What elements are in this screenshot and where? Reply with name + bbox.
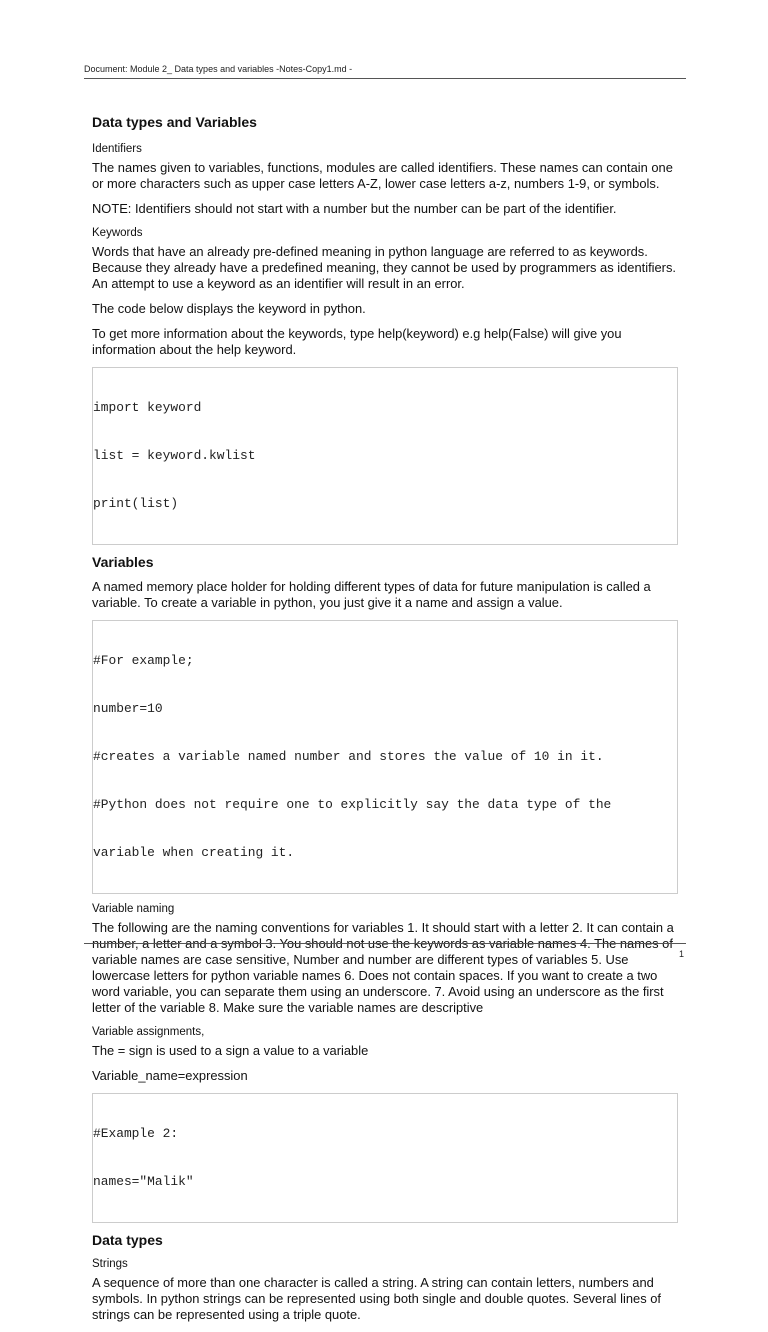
strings-heading: Strings	[92, 1258, 128, 1270]
variable-naming-heading: Variable naming	[92, 903, 175, 915]
footer-divider	[84, 943, 686, 944]
header-divider	[84, 78, 686, 79]
page-number: 1	[678, 949, 684, 959]
code-line: #Python does not require one to explicitly say the data type of the	[93, 797, 612, 812]
variable-assignments-syntax: Variable_name=expression	[92, 1068, 248, 1083]
keywords-heading: Keywords	[92, 227, 143, 239]
keywords-code-block	[92, 367, 678, 545]
code-line: variable when creating it.	[93, 845, 295, 860]
code-line: #creates a variable named number and stores the value of 10 in it.	[93, 749, 604, 764]
variables-code-block	[92, 620, 678, 894]
code-line: #Example 2:	[93, 1126, 179, 1141]
code-line: print(list)	[93, 496, 179, 511]
data-types-heading: Data types	[92, 1232, 163, 1248]
identifiers-paragraph: The names given to variables, functions, modules are called identifiers. These names can contain one or more characters such as upper case letters A-Z, lower case letters a-z, numbers 1-9, or symbols.	[92, 160, 673, 191]
code-line: number=10	[93, 701, 163, 716]
keywords-code-intro: The code below displays the keyword in python.	[92, 301, 366, 316]
document-header: Document: Module 2_ Data types and variables -Notes-Copy1.md -	[84, 64, 353, 74]
code-line: import keyword	[93, 400, 202, 415]
identifiers-heading: Identifiers	[92, 143, 142, 155]
variables-heading: Variables	[92, 554, 154, 570]
keywords-paragraph: Words that have an already pre-defined meaning in python language are referred to as keywords. Because they already have a predefined meaning, they cannot be used by programmers as identifiers. An attempt to use a keyword as an identifier will result in an error.	[92, 244, 677, 291]
variable-naming-paragraph: The following are the naming conventions for variables 1. It should start with a letter 2. It can contain a number, a letter and a symbol 3. You should not use the keywords as variable names 4. The names of variable names are case sensitive, Number and number are different types of variables 5. Use lowercase letters for python variable names 6. Does not contain spaces. If you want to create a two word variable, you can separate them using an underscore. 7. Avoid using an underscore as the first letter of the variable 8. Make sure the variable names are descriptive	[92, 920, 674, 1015]
document-body	[92, 113, 678, 1332]
variable-assignments-paragraph: The = sign is used to a sign a value to a variable	[92, 1043, 369, 1058]
variable-assignments-heading: Variable assignments,	[92, 1026, 205, 1038]
page-title: Data types and Variables	[92, 114, 257, 130]
variables-paragraph: A named memory place holder for holding different types of data for future manipulation is called a variable. To create a variable in python, you just give it a name and assign a value.	[92, 579, 651, 610]
code-line: list = keyword.kwlist	[93, 448, 256, 463]
strings-paragraph: A sequence of more than one character is called a string. A string can contain letters, numbers and symbols. In python strings can be represented using both single and double quotes. Several lines of strings can be represented using a triple quote.	[92, 1275, 661, 1322]
assignment-code-block	[92, 1093, 678, 1223]
identifiers-note: NOTE: Identifiers should not start with a number but the number can be part of the identifier.	[92, 201, 617, 216]
keywords-help-paragraph: To get more information about the keywords, type help(keyword) e.g help(False) will give you information about the help keyword.	[92, 326, 622, 357]
code-line: names="Malik"	[93, 1174, 194, 1189]
code-line: #For example;	[93, 653, 194, 668]
